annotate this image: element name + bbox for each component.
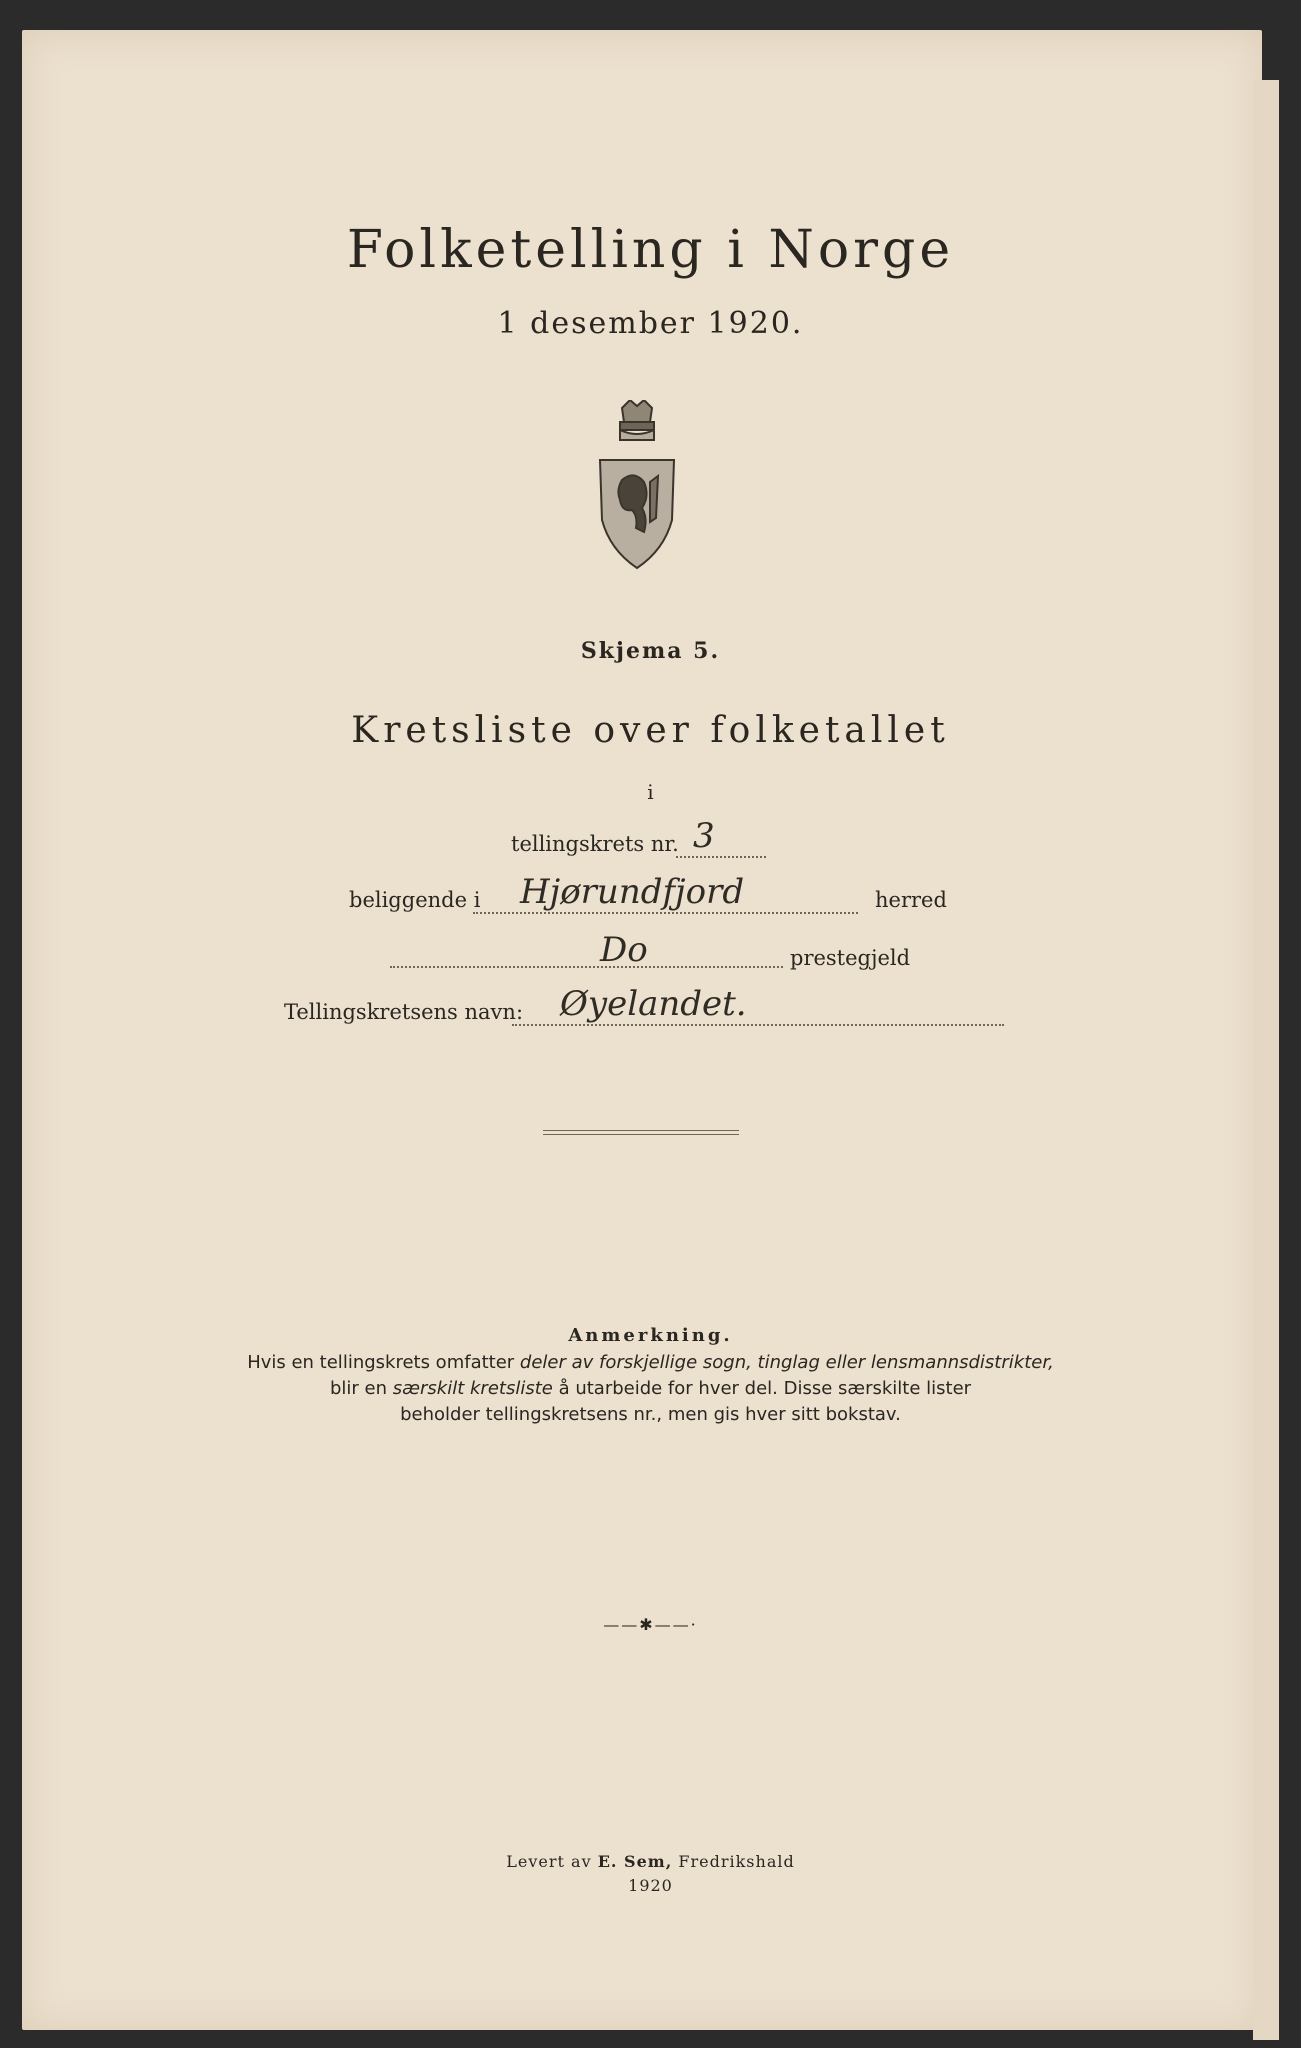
document-title: Folketelling i Norge (346, 220, 955, 280)
note-line-2-text: blir en (329, 1378, 393, 1399)
beliggende-label: beliggende i (349, 888, 481, 912)
prestegjeld-field[interactable]: Do (600, 930, 648, 970)
prestegjeld-label: prestegjeld (790, 946, 911, 970)
page-edge (1253, 80, 1279, 2040)
prestegjeld-dotted-line (390, 966, 783, 968)
note-line-2 (0, 1378, 1301, 1399)
printer-place: Fredrikshald (672, 1852, 795, 1871)
norway-coat-of-arms-icon (592, 400, 682, 570)
document-subtitle: Kretsliste over folketallet (351, 710, 950, 751)
census-date: 1 desember 1920. (497, 306, 804, 341)
printer-imprint (0, 1852, 1301, 1871)
printer-name: E. Sem, (597, 1852, 673, 1871)
beliggende-dotted-line (473, 912, 858, 914)
ornament-divider: ——✱——· (603, 1615, 698, 1634)
note-line-3: beholder tellingskretsens nr., men gis hver sitt bokstav. (400, 1404, 901, 1425)
kretsnavn-field[interactable]: Øyelandet. (560, 984, 747, 1024)
divider-rule-top (543, 1130, 739, 1131)
preposition-text: i (647, 780, 654, 804)
divider-rule-bottom (543, 1134, 739, 1135)
printer-year: 1920 (628, 1876, 673, 1895)
tellingskrets-label: tellingskrets nr. (511, 832, 679, 856)
note-line-1 (0, 1352, 1301, 1373)
kretsnavn-label: Tellingskretsens navn: (284, 1000, 524, 1024)
tellingskrets-field[interactable]: 3 (693, 816, 715, 856)
note-line-2-rest: å utarbeide for hver del. Disse særskilte lister (552, 1378, 972, 1399)
note-line-1-italic: deler av forskjellige sogn, tinglag eller lensmannsdistrikter, (519, 1352, 1054, 1373)
schema-label: Skjema 5. (580, 638, 721, 664)
note-heading: Anmerkning. (568, 1325, 733, 1346)
printer-prefix: Levert av (506, 1852, 598, 1871)
note-line-1-text: Hvis en tellingskrets omfatter (247, 1352, 520, 1373)
tellingskrets-dotted-line (676, 856, 766, 858)
note-line-2-italic: særskilt kretsliste (392, 1378, 553, 1399)
herred-label: herred (875, 888, 947, 912)
kretsnavn-dotted-line (512, 1024, 1004, 1026)
beliggende-field[interactable]: Hjørundfjord (520, 872, 745, 912)
